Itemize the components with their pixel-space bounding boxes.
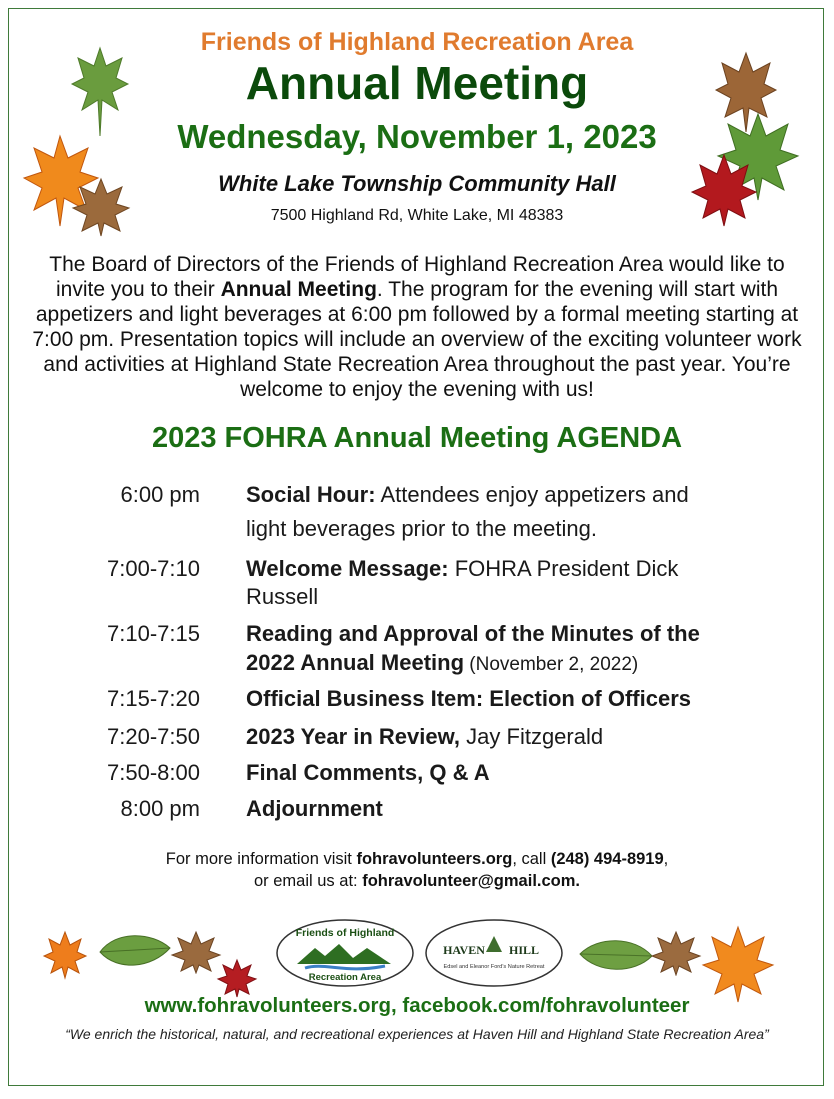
haven-hill-logo-sub: Edsel and Eleanor Ford’s Nature Retreat (443, 964, 545, 970)
contact-email-link[interactable]: fohravolunteer@gmail.com. (362, 872, 580, 890)
agenda-time: 7:15-7:20 (107, 686, 200, 711)
agenda-item-title: Welcome Message: (246, 556, 449, 581)
venue-name: White Lake Township Community Hall (218, 171, 616, 196)
agenda-time: 7:10-7:15 (107, 621, 200, 646)
leaf-green-icon (96, 928, 174, 974)
leaf-green-icon (576, 932, 656, 978)
agenda-item-title: 2022 Annual Meeting (246, 650, 465, 675)
contact-line-1 (0, 848, 834, 870)
agenda-item-detail: (November 2, 2022) (464, 654, 639, 675)
footer-motto: “We enrich the historical, natural, and recreational experiences at Haven Hill and Highland State Recreation Area” (65, 1026, 769, 1042)
agenda-item-title: Final Comments, Q & A (246, 760, 490, 785)
fohra-logo (275, 918, 415, 988)
fohra-logo-line1: Friends of Highland (295, 927, 395, 939)
agenda-desc (246, 482, 806, 508)
haven-hill-logo-right: HILL (508, 943, 540, 957)
footer-web-links[interactable]: www.fohravolunteers.org, facebook.com/fohravolunteer (144, 994, 690, 1017)
agenda-desc (246, 686, 806, 712)
org-title: Friends of Highland Recreation Area (200, 28, 634, 56)
agenda-time: 6:00 pm (120, 482, 200, 507)
agenda-item-detail: Jay Fitzgerald (460, 724, 604, 749)
intro-text-before: The Board of Directors of the Friends of Highland Recreation Area would like to invite you to their (49, 253, 785, 301)
contact-phone: (248) 494-8919 (550, 850, 664, 868)
maple-leaf-brown-icon (650, 930, 702, 976)
agenda-desc (246, 724, 806, 750)
agenda-desc (246, 796, 806, 822)
agenda-item-detail: FOHRA President Dick (448, 556, 679, 581)
main-title: Annual Meeting (245, 57, 589, 109)
intro-bold: Annual Meeting (220, 278, 377, 301)
agenda-item-title: Reading and Approval of the Minutes of the (246, 621, 700, 646)
agenda-desc-line2: light beverages prior to the meeting. (246, 516, 597, 541)
contact-line-2 (0, 870, 834, 892)
maple-leaf-orange-icon (700, 924, 776, 1004)
agenda-item-title: Adjournment (246, 796, 383, 821)
agenda-item-title: Official Business Item: Election of Officers (246, 686, 691, 711)
maple-leaf-brown-icon (170, 930, 222, 974)
intro-text-after: . The program for the evening will start with appetizers and light beverages at 6:00 pm followed by a formal meeting starting at 7:00 pm. Presentation topics will include an overview of the exciting volunteer work and activities at Highland State Recreation Area throughout the past year. You’re welcome to enjoy the evening with us! (32, 278, 802, 401)
haven-hill-logo-left: HAVEN (443, 943, 485, 957)
maple-leaf-red-icon (216, 958, 258, 998)
contact-text: or email us at: (253, 872, 363, 890)
agenda-time: 7:00-7:10 (107, 556, 200, 581)
event-date: Wednesday, November 1, 2023 (177, 118, 657, 155)
agenda-desc (246, 760, 806, 786)
agenda-title: 2023 FOHRA Annual Meeting AGENDA (151, 422, 683, 454)
agenda-desc-line2 (246, 650, 806, 678)
agenda-time: 7:20-7:50 (107, 724, 200, 749)
agenda-time: 7:50-8:00 (107, 760, 200, 785)
haven-hill-logo (424, 918, 564, 988)
agenda-desc (246, 621, 806, 647)
agenda-desc-line2: Russell (246, 584, 319, 609)
agenda-item-title: 2023 Year in Review, (246, 724, 461, 749)
intro-paragraph (22, 252, 812, 402)
contact-text: , call (512, 850, 551, 868)
contact-website-link[interactable]: fohravolunteers.org (356, 850, 513, 868)
agenda-desc (246, 556, 806, 582)
fohra-logo-line2: Recreation Area (308, 972, 382, 983)
maple-leaf-orange-icon (42, 930, 88, 980)
venue-address: 7500 Highland Rd, White Lake, MI 48383 (270, 207, 564, 224)
agenda-time: 8:00 pm (120, 796, 200, 821)
contact-text: , (663, 850, 669, 868)
agenda-item-detail: Attendees enjoy appetizers and (375, 482, 689, 507)
contact-text: For more information visit (165, 850, 357, 868)
contact-info (0, 848, 834, 892)
agenda-item-title: Social Hour: (246, 482, 376, 507)
